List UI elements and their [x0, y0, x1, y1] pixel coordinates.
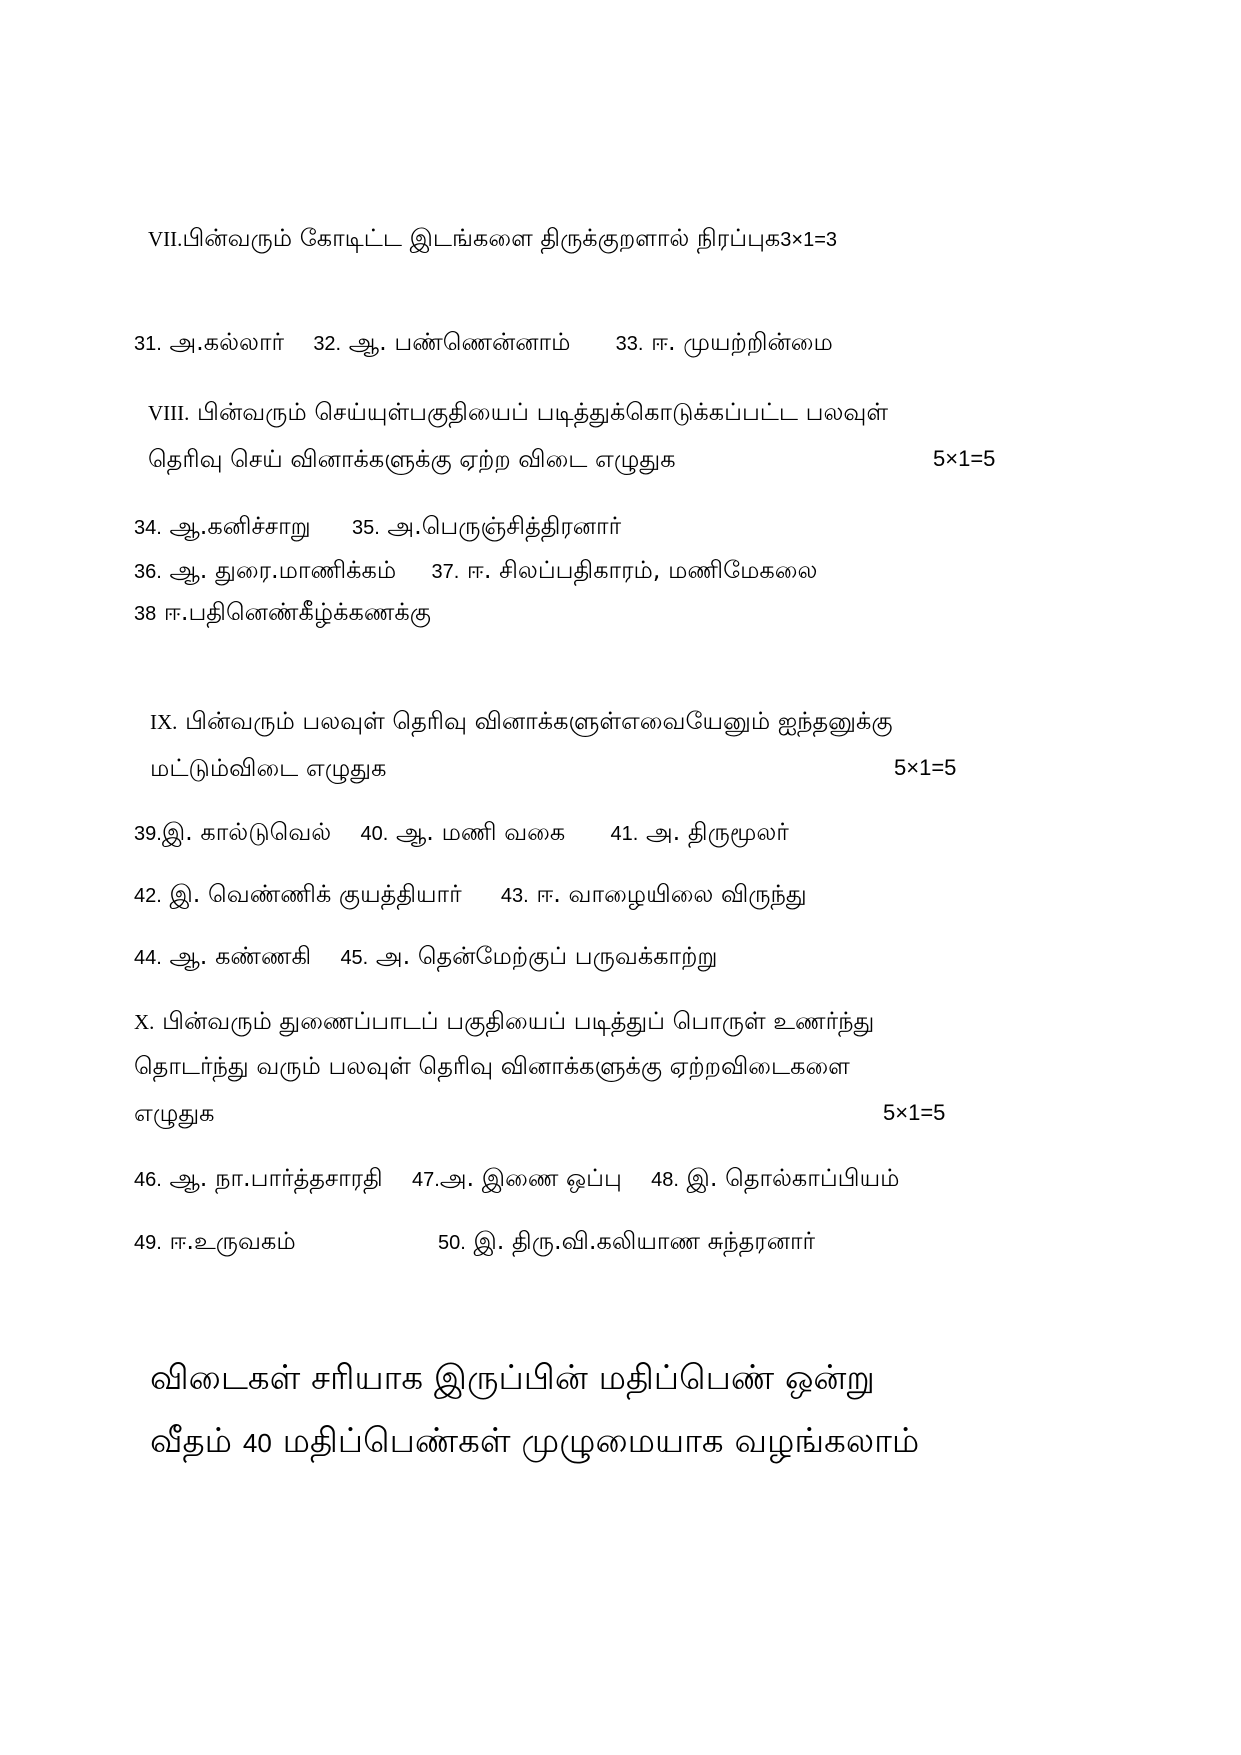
answer-number: 39. — [134, 823, 162, 845]
section-viii-title-line1: பின்வரும் செய்யுள்பகுதியைப் படித்துக்கொடுக்கப்பட்ட பலவுள் — [197, 398, 889, 426]
section-x-heading-line2 — [134, 1050, 850, 1082]
section-viii-title-line2: தெரிவு செய் வினாக்களுக்கு ஏற்ற விடை எழுதுக — [148, 445, 676, 473]
section-viii-marks: 5×1=5 — [933, 446, 996, 471]
section-viii-roman: VIII. — [148, 401, 190, 425]
section-vii-heading — [148, 222, 837, 256]
answer-text: இ. வெண்ணிக் குயத்தியார் — [169, 880, 462, 908]
answer-row — [134, 878, 807, 912]
answer-number: 43. — [500, 885, 529, 907]
answer-text: அ. தென்மேற்குப் பருவக்காற்று — [375, 942, 718, 970]
section-ix-title-line1: பின்வரும் பலவுள் தெரிவு வினாக்களுள்எவையேனும் ஐந்தனுக்கு — [185, 707, 893, 735]
footer-note-line1 — [150, 1355, 875, 1401]
answer-number: 48. — [651, 1169, 679, 1191]
answer-number: 37. — [431, 561, 460, 583]
answer-row — [134, 554, 817, 588]
answer-text: ஆ. நா.பார்த்தசாரதி — [169, 1164, 383, 1192]
answer-row — [134, 326, 833, 360]
answer-row — [438, 1225, 815, 1259]
answer-row — [134, 510, 621, 544]
section-ix-marks: 5×1=5 — [894, 755, 957, 780]
answer-text: ஈ.உருவகம் — [169, 1227, 296, 1255]
section-x-heading-line3 — [134, 1097, 215, 1129]
footer-text: விடைகள் சரியாக இருப்பின் மதிப்பெண் ஒன்று — [150, 1358, 875, 1398]
answer-number: 49. — [134, 1232, 162, 1254]
answer-text: ஆ.கனிச்சாறு — [169, 512, 311, 540]
footer-text: மதிப்பெண்கள் முழுமையாக வழங்கலாம் — [282, 1421, 920, 1461]
footer-number: 40 — [242, 1428, 272, 1458]
section-ix-heading-line1 — [150, 705, 893, 738]
answer-text: இ. திரு.வி.கலியாண சுந்தரனார் — [473, 1227, 816, 1255]
answer-number: 42. — [134, 885, 162, 907]
section-vii-roman: VII. — [148, 227, 183, 251]
answer-number: 38 — [134, 603, 157, 625]
footer-note-line2 — [150, 1418, 919, 1466]
answer-number: 46. — [134, 1169, 162, 1191]
section-x-roman: X. — [134, 1010, 155, 1034]
answer-text: ஈ. முயற்றின்மை — [651, 328, 833, 356]
answer-number: 47. — [412, 1169, 440, 1191]
answer-row — [134, 816, 789, 850]
answer-number: 40. — [360, 823, 389, 845]
section-vii-title: பின்வரும் கோடிட்ட இடங்களை திருக்குறளால் நிரப்புக — [182, 224, 781, 252]
answer-number: 36. — [134, 561, 162, 583]
answer-text: ஆ. கண்ணகி — [169, 942, 312, 970]
answer-number: 32. — [313, 333, 342, 355]
answer-text: அ.கல்லார் — [169, 328, 285, 356]
answer-row — [134, 940, 717, 974]
answer-row — [134, 1162, 899, 1196]
answer-text: ஆ. பண்ணென்னாம் — [348, 328, 571, 356]
answer-number: 35. — [351, 517, 380, 539]
footer-text: வீதம் — [150, 1421, 233, 1461]
section-vii-marks: 3×1=3 — [780, 229, 838, 251]
answer-number: 50. — [438, 1232, 466, 1254]
answer-text: ஈ. சிலப்பதிகாரம், மணிமேகலை — [466, 556, 818, 584]
answer-number: 33. — [615, 333, 644, 355]
section-x-title-line3: எழுதுக — [134, 1099, 215, 1127]
section-ix-roman: IX. — [150, 710, 178, 734]
answer-row — [134, 596, 431, 630]
section-x-title-line1: பின்வரும் துணைப்பாடப் பகுதியைப் படித்துப் பொருள் உணர்ந்து — [162, 1007, 875, 1035]
answer-row — [134, 1225, 296, 1259]
section-x-title-line2: தொடர்ந்து வரும் பலவுள் தெரிவு வினாக்களுக்கு ஏற்றவிடைகளை — [134, 1052, 850, 1080]
answer-number: 45. — [340, 947, 369, 969]
answer-text: அ. இணை ஒப்பு — [439, 1164, 622, 1192]
answer-text: அ.பெருஞ்சித்திரனார் — [387, 512, 622, 540]
answer-text: ஆ. மணி வகை — [395, 818, 566, 846]
answer-number: 41. — [610, 823, 639, 845]
answer-number: 34. — [134, 517, 162, 539]
answer-number: 44. — [134, 947, 162, 969]
section-ix-heading-line2 — [150, 752, 386, 784]
answer-number: 31. — [134, 333, 162, 355]
answer-text: ஆ. துரை.மாணிக்கம் — [169, 556, 397, 584]
answer-text: இ. தொல்காப்பியம் — [686, 1164, 900, 1192]
section-viii-heading-line1 — [148, 396, 888, 429]
answer-text: இ. கால்டுவெல் — [161, 818, 332, 846]
answer-text: ஈ. வாழையிலை விருந்து — [536, 880, 807, 908]
section-x-marks: 5×1=5 — [883, 1100, 946, 1125]
section-viii-heading-line2 — [148, 443, 676, 475]
answer-text: ஈ.பதினெண்கீழ்க்கணக்கு — [163, 598, 431, 626]
section-ix-title-line2: மட்டும்விடை எழுதுக — [150, 754, 387, 782]
section-x-heading-line1 — [134, 1005, 874, 1038]
answer-text: அ. திருமூலர் — [645, 818, 789, 846]
